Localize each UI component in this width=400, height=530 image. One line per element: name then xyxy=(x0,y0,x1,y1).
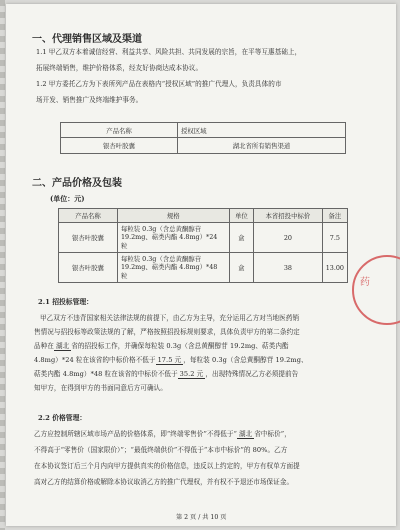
table2-header-price: 本省招投中标价 xyxy=(254,209,323,223)
clause-2-2-line-2: 不得高于“零售价（国家限价）”；“最低终端供价”不得低于“本市中标价”的 80%。乙方 xyxy=(34,446,288,454)
clause-2-2-line-4: 高对乙方的结算价格或解除本协议取消乙方的推广代理权，并有权不予退还市场保证金。 xyxy=(34,478,294,486)
table-row xyxy=(59,223,348,253)
clause-2-1-line-3: 品种在 湖北 省的招投标工作，并确保每粒装 0.3g（含总黄酮醇苷 19.2mg、萜类内酯 xyxy=(34,342,289,350)
table1-cell-product: 银杏叶胶囊 xyxy=(61,138,178,154)
table2-header-note: 备注 xyxy=(322,209,347,223)
table1-header-region: 授权区域 xyxy=(178,123,346,138)
clause-2-2-line-3: 在本协议签订后三个月内向甲方提供真实的价格信息，违反以上约定的，甲方有权单方面提 xyxy=(34,462,300,470)
section-2-title: 二、产品价格及包装 xyxy=(32,178,122,189)
spec-line: 19.2mg、萜类内酯 4.8mg）*48 粒 xyxy=(120,263,218,280)
table2-row2-price: 38 xyxy=(254,253,323,283)
page-number: 第 2 页 / 共 10 页 xyxy=(176,514,227,521)
table2-row1-name: 银杏叶胶囊 xyxy=(59,223,118,253)
clause-2-1-line-6: 知甲方，在得到甲方的书面同意后方可确认。 xyxy=(34,384,167,392)
clause-2-1-line-5: 萜类内酯 4.8mg）*48 粒在该省的中标价不低于 35.2 元 ，出现特殊情况乙方必须提前告 xyxy=(34,370,299,378)
authorized-region-table xyxy=(60,122,346,154)
table2-row1-price: 20 xyxy=(254,223,323,253)
clause-1-1-line-2: 拓展终端销售，维护价格体系，经友好协商达成本协议。 xyxy=(36,64,203,72)
spec-line: 每粒装 0.3g（含总黄酮醇苷 xyxy=(120,254,202,263)
price-table xyxy=(58,208,348,283)
clause-2-1-line-1: 甲乙双方不违背国家相关法律法规的前提下，由乙方为主导，充分运用乙方对当地医药销 xyxy=(40,314,300,322)
table2-header-name: 产品名称 xyxy=(59,209,118,223)
table2-header-unit: 单位 xyxy=(229,209,253,223)
province-blank-2: 湖北 xyxy=(238,430,253,438)
clause-2-1-title: 2.1 招投标管理： xyxy=(38,298,93,306)
clause-2-1-line-4: 4.8mg）*24 粒在该省的中标价格不低于 17.5 元 ，每粒装 0.3g（含总黄酮醇苷 19.2mg、 xyxy=(34,356,308,364)
stamp-text: 药 xyxy=(360,277,370,288)
spec-line: 19.2mg、萜类内酯 4.8mg）*24 粒 xyxy=(120,233,218,250)
price-blank-48: 35.2 元 xyxy=(179,370,204,378)
province-blank: 湖北 xyxy=(55,342,70,350)
table2-row1-unit: 盒 xyxy=(229,223,253,253)
clause-2-1-line-2: 售情况与招投标等政策法规的了解，严格按照招投标规则要求，具体负责甲方的第二条约定 xyxy=(34,328,300,336)
table2-row2-unit: 盒 xyxy=(229,253,253,283)
document-page xyxy=(6,4,396,526)
clause-1-1-line-1: 1.1 甲乙双方本着诚信经营、利益共享、风险共担、共同发展的宗旨，在平等互惠基础上， xyxy=(36,48,302,56)
clause-2-2-line-1: 乙方应控制所辖区域市场产品的价格体系，即“终端零售价”不得低于“ 湖北 省中标价”， xyxy=(34,430,291,438)
table2-row1-spec xyxy=(117,223,229,253)
table2-row2-note: 13.00 xyxy=(322,253,347,283)
price-blank-24: 17.5 元 xyxy=(157,356,182,364)
table2-row2-name: 银杏叶胶囊 xyxy=(59,253,118,283)
clause-1-2-line-1: 1.2 甲方委托乙方为下表所列产品在表格内“授权区域”的推广代理人，负责具体的市 xyxy=(36,80,282,88)
table1-header-product: 产品名称 xyxy=(61,123,178,138)
clause-2-2-title: 2.2 价格管理： xyxy=(38,414,87,422)
unit-note: (单位：元) xyxy=(50,194,85,203)
section-1-title: 一、代理销售区域及渠道 xyxy=(32,34,142,45)
table-row xyxy=(59,253,348,283)
table1-cell-region: 湖北省所有销售渠道 xyxy=(178,138,346,154)
binding-holes xyxy=(0,0,5,530)
table2-row1-note: 7.5 xyxy=(322,223,347,253)
spec-line: 每粒装 0.3g（含总黄酮醇苷 xyxy=(120,224,202,233)
table2-row2-spec xyxy=(117,253,229,283)
clause-1-2-line-2: 场开发、销售推广及终端维护事务。 xyxy=(36,96,143,104)
table2-header-spec: 规格 xyxy=(117,209,229,223)
